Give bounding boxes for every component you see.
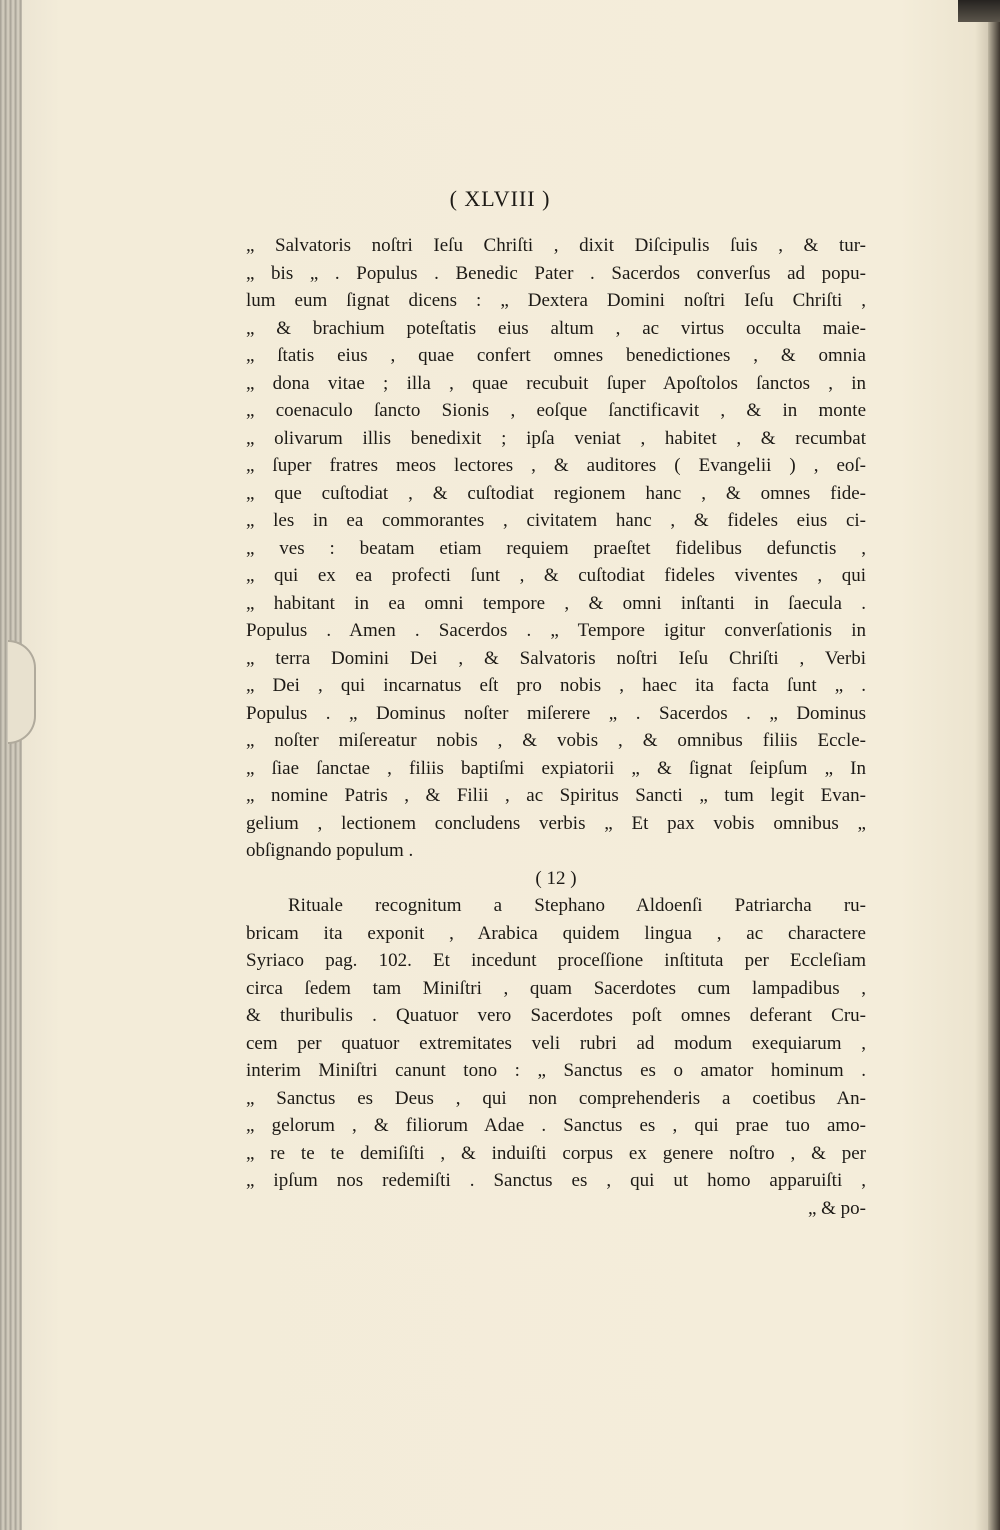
text-line: „ les in ea commorantes , civitatem hanc , & fideles eius ci- [246, 510, 866, 531]
text-line: „ coenaculo ſancto Sionis , eoſque ſanctificavit , & in monte [246, 400, 866, 421]
page-header: ( XLVIII ) [449, 186, 551, 211]
page-edge [988, 0, 1000, 1530]
text-line: „ terra Domini Dei , & Salvatoris noſtri Ieſu Chriſti , Verbi [246, 647, 866, 669]
text-line: „ ſiae ſanctae , filiis baptiſmi expiatorii „ & ſignat ſeipſum „ In [246, 757, 866, 779]
text-line: „ habitant in ea omni tempore , & omni inſtanti in ſaecula . [246, 592, 866, 614]
text-line: „ & po- [807, 1197, 866, 1219]
text-line: obſignando populum . [246, 840, 414, 861]
text-line: „ que cuſtodiat , & cuſtodiat regionem hanc , & omnes fide- [246, 482, 866, 504]
text-line: „ ves : beatam etiam requiem praeſtet fidelibus defunctis , [246, 537, 866, 559]
text-line: „ olivarum illis benedixit ; ipſa veniat , habitet , & recumbat [246, 427, 866, 449]
text-line: „ gelorum , & filiorum Adae . Sanctus es , qui prae tuo amo- [246, 1115, 866, 1136]
text-line: interim Miniſtri canunt tono : „ Sanctus es o amator hominum . [246, 1060, 866, 1081]
text-line: lum eum ſignat dicens : „ Dextera Domini noſtri Ieſu Chriſti , [246, 290, 866, 311]
text-line: „ Dei , qui incarnatus eſt pro nobis , haec ita facta ſunt „ . [246, 675, 866, 696]
text-line: „ ſuper fratres meos lectores , & auditores ( Evangelii ) , eoſ- [246, 455, 866, 476]
text-line: „ ipſum nos redemiſti . Sanctus es , qui ut homo apparuiſti , [246, 1170, 866, 1191]
text-line: „ ſtatis eius , quae confert omnes benedictiones , & omnia [246, 345, 866, 366]
text-line: „ Salvatoris noſtri Ieſu Chriſti , dixit Diſcipulis ſuis , & tur- [246, 235, 866, 256]
text-line: Populus . „ Dominus noſter miſerere „ . Sacerdos . „ Dominus [246, 702, 866, 724]
page-body-text [246, 232, 866, 1222]
text-line: „ dona vitae ; illa , quae recubuit ſuper Apoſtolos ſanctos , in [246, 372, 866, 394]
text-line: Populus . Amen . Sacerdos . „ Tempore igitur converſationis in [246, 620, 866, 641]
binding-corner [958, 0, 1000, 22]
page-gutter [0, 0, 22, 1530]
text-line: „ noſter miſereatur nobis , & vobis , & omnibus filiis Eccle- [246, 730, 866, 751]
text-line: Rituale recognitum a Stephano Aldoenſi Patriarcha ru- [288, 895, 866, 916]
text-line: bricam ita exponit , Arabica quidem lingua , ac charactere [246, 922, 866, 944]
text-line: „ bis „ . Populus . Benedic Pater . Sacerdos converſus ad popu- [246, 262, 866, 284]
text-line: „ re te te demiſiſti , & induiſti corpus ex genere noſtro , & per [246, 1142, 866, 1164]
text-line: circa ſedem tam Miniſtri , quam Sacerdotes cum lampadibus , [246, 977, 866, 999]
text-line: „ qui ex ea profecti ſunt , & cuſtodiat fideles viventes , qui [246, 565, 866, 586]
page-clasp-mark [8, 640, 36, 744]
text-line: „ nomine Patris , & Filii , ac Spiritus Sancti „ tum legit Evan- [246, 785, 866, 806]
text-line: cem per quatuor extremitates veli rubri ad modum exequiarum , [246, 1032, 866, 1054]
text-line: gelium , lectionem concludens verbis „ Et pax vobis omnibus „ [246, 812, 866, 834]
text-line: & thuribulis . Quatuor vero Sacerdotes poſt omnes deferant Cru- [246, 1005, 866, 1026]
text-line: „ & brachium poteſtatis eius altum , ac virtus occulta maie- [246, 317, 866, 339]
text-line: Syriaco pag. 102. Et incedunt proceſſione inſtituta per Eccleſiam [246, 950, 866, 971]
text-line: ( 12 ) [535, 867, 577, 889]
text-line: „ Sanctus es Deus , qui non comprehenderis a coetibus An- [246, 1087, 866, 1109]
